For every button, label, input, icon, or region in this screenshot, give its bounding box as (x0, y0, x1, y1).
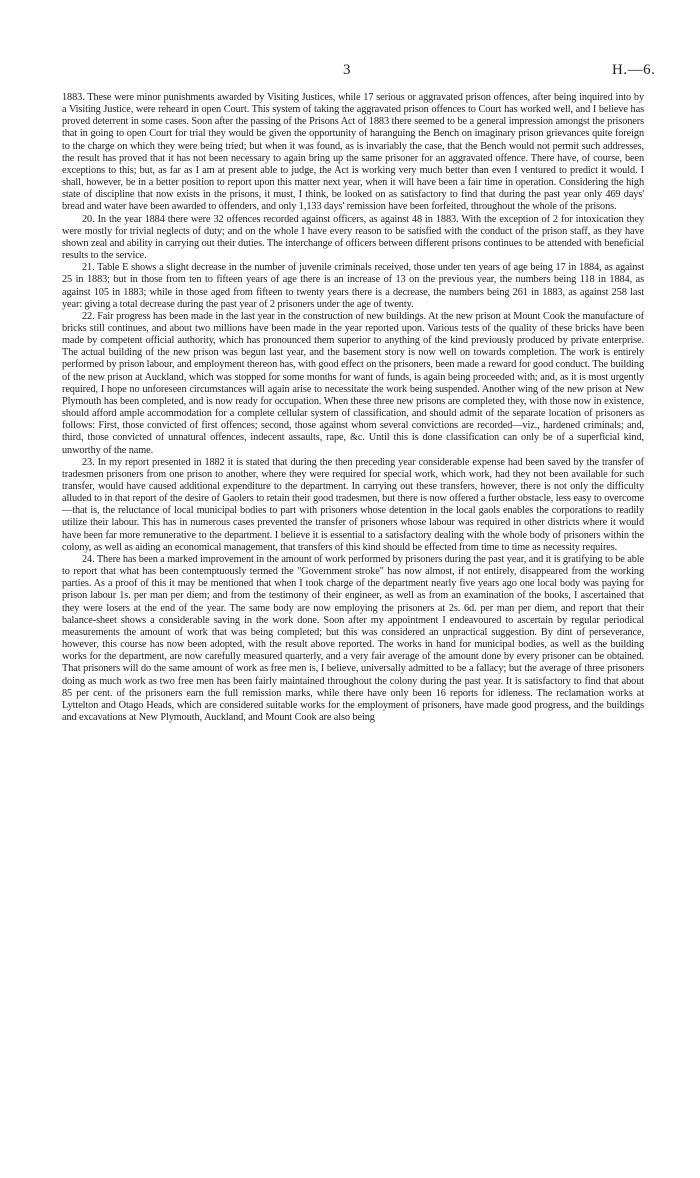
page-header (0, 62, 700, 84)
paragraph-24: 24. There has been a marked improvement in the amount of work performed by prisoners during the past year, and it is gratifying to be able to report that what has been contemptuously termed the "Government stroke" has now almost, if not entirely, disappeared from the working parties. As a proof of this it may be mentioned that when I took charge of the department nearly five years ago one local body was paying for prison labour 1s. per man per diem; and from the testimony of their engineer, as well as from an examination of the books, I ascertained that they were losers at the end of the year. The same body are now employing the prisoners at 2s. 6d. per man per diem, and report that their balance-sheet shows a considerable saving in the work done. Soon after my appointment I endeavoured to ascertain by regular periodical measurements the amount of work that was being completed; but this was considered an unpractical suggestion. By dint of perseverance, however, this course has now been adopted, with the result above reported. The works in hand for municipal bodies, as well as the building works for the department, are now carefully measured quarterly, and a very fair average of the amount done by every prisoner can be obtained. That prisoners will do the same amount of work as free men is, I believe, universally admitted to be a fallacy; but the average of three prisoners doing as much work as two free men has been fairly maintained throughout the colony during the past year. It is satisfactory to find that about 85 per cent. of the prisoners earn the full remission marks, while there have only been 16 reports for idleness. The reclamation works at Lyttelton and Otago Heads, which are considered suitable works for the employment of prisoners, have made good progress, and the buildings and excavations at New Plymouth, Auckland, and Mount Cook are also being (62, 553, 644, 723)
paragraph-21: 21. Table E shows a slight decrease in the number of juvenile criminals received, those under ten years of age being 17 in 1884, as against 25 in 1883; but in those from ten to fifteen years of age there is an increase of 13 on the previous year, the numbers being 118 in 1884, as against 105 in 1883; while in those aged from fifteen to twenty years there is a decrease, the numbers being 261 in 1883, as against 258 last year: giving a total decrease during the past year of 2 prisoners under the age of twenty. (62, 262, 644, 310)
report-body (62, 92, 644, 724)
paragraph-23: 23. In my report presented in 1882 it is stated that during the then preceding year considerable expense had been saved by the transfer of tradesmen prisoners from one prison to another, where they were required for special work, which work, had they not been available for such transfer, would have caused additional expenditure to the department. In carrying out these transfers, however, there is not only the difficulty alluded to in that report of the desire of Gaolers to retain their good tradesmen, but there is now offered a further obstacle, less easy to overcome—that is, the reluctance of local municipal bodies to part with prisoners whose detention in the local gaols enables the corporations to readily utilize their labour. This has in numerous cases prevented the transfer of prisoners whose labour was required in other districts where it would have been far more remunerative to the department. I believe it is essential to a satisfactory dealing with the whole body of prisoners within the colony, as well as aiding an economical management, that transfers of this kind should be effected from time to time as necessity requires. (62, 456, 644, 553)
paragraph-20: 20. In the year 1884 there were 32 offences recorded against officers, as against 48 in 1883. With the exception of 2 for intoxication they were mostly for trivial neglects of duty; and on the whole I have every reason to be satisfied with the conduct of the prison staff, as they have shown zeal and ability in carrying out their duties. The interchange of officers between different prisons continues to be attended with beneficial results to the service. (62, 213, 644, 262)
document-reference: H.—6. (612, 62, 656, 78)
page-number: 3 (343, 62, 351, 78)
paragraph-22: 22. Fair progress has been made in the last year in the construction of new buildings. At the new prison at Mount Cook the manufacture of bricks still continues, and about two millions have been made in the year reported upon. Various tests of the quality of these bricks have been made by competent official authority, which has pronounced them superior to anything of the kind previously produced by private enterprise. The actual building of the new prison was begun last year, and the basement story is now well on towards completion. The work is entirely performed by prison labour, and employment thereon has, with good effect on the prisoners, been made a reward for good conduct. The building of the new prison at Auckland, which was stopped for some months for want of funds, is again being proceeded with; and, as it is most urgently required, I hope no unforeseen circumstances will again arise to necessitate the work being suspended. Another wing of the new prison at New Plymouth has been completed, and is now ready for occupation. When these three new prisons are completed they, with those now in existence, should afford ample accommodation for a complete cellular system of classification, and should admit of the separate location of prisoners as follows: First, those convicted of first offences; second, those against whom several convictions are recorded—viz., hardened criminals; and, third, those convicted of unnatural offences, indecent assaults, rape, &c. Until this is done classification can only be of a superficial kind, unworthy of the name. (62, 310, 644, 456)
paragraph-continuation: 1883. These were minor punishments awarded by Visiting Justices, while 17 serious or aggravated prison offences, after being inquired into by a Visiting Justice, were reheard in open Court. This system of taking the aggravated prison offences to Court has worked well, and I believe has proved deterrent in some cases. Soon after the passing of the Prisons Act of 1883 there seemed to be a general impression amongst the prisoners that in going to open Court for trial they would be given the opportunity of haranguing the Bench on imaginary prison grievances quite foreign to the charge on which they were being tried; but when it was found, as is invariably the case, that the Bench would not permit such addresses, the result has proved that it has not been necessary to again bring up the same prisoner for an aggravated offence. There have, of course, been exceptions to this; but, as far as I am at present able to judge, the Act is working very much better than even I ventured to predict it would. I shall, however, be in a better position to report upon this matter next year, when it will have been a fair time in operation. Considering the high state of discipline that now exists in the prisons, it must, I think, be looked on as satisfactory to find that during the past year only 469 days' bread and water have been awarded to offenders, and only 1,133 days' remission have been forfeited, throughout the whole of the prisons. (62, 92, 644, 213)
